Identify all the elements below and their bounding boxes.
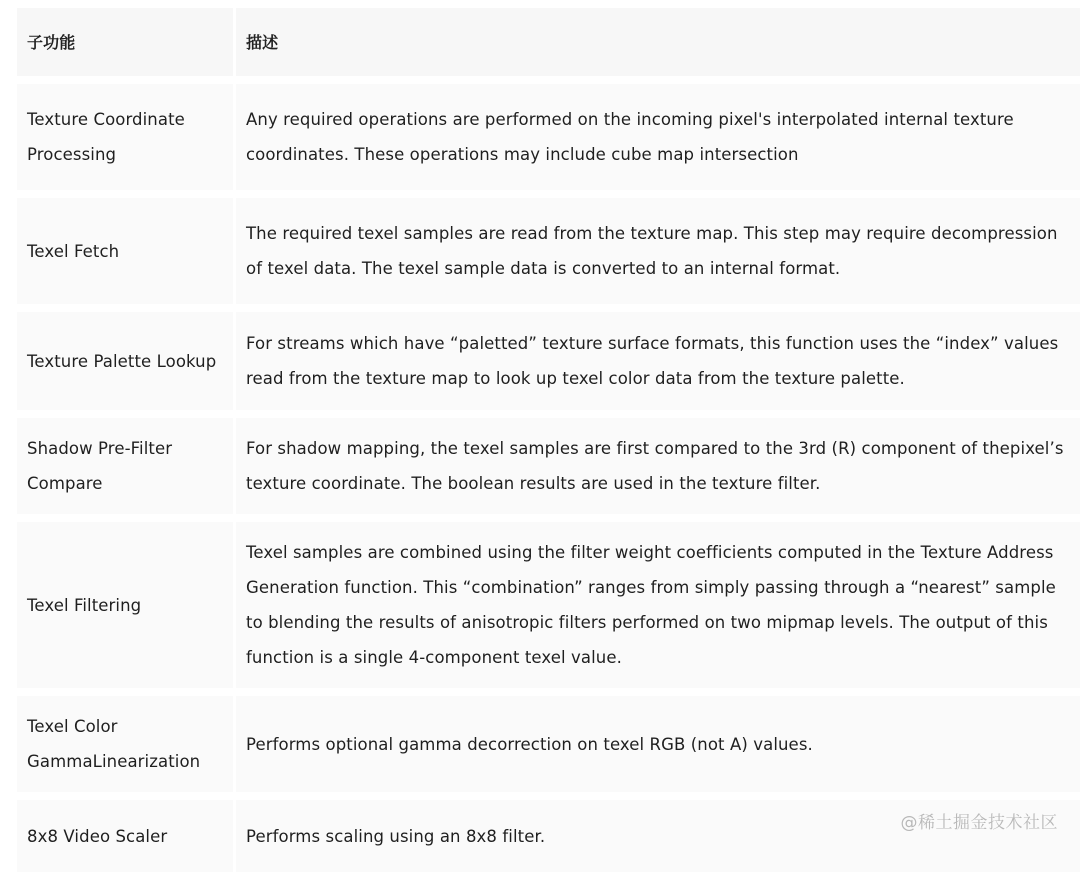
row-description: The required texel samples are read from the texture map. This step may require decompression of texel data. The texel sample data is converted to an internal format.	[236, 198, 1080, 304]
row-name: 8x8 Video Scaler	[17, 800, 233, 872]
function-table	[14, 8, 1080, 872]
table-header-row	[17, 8, 1080, 76]
row-name: Texel Color GammaLinearization	[17, 696, 233, 792]
row-description: Any required operations are performed on the incoming pixel's interpolated internal texture coordinates. These operations may include cube map intersection	[236, 84, 1080, 190]
table-row	[17, 418, 1080, 514]
table-row	[17, 522, 1080, 688]
row-description: For shadow mapping, the texel samples are first compared to the 3rd (R) component of thepixel’s texture coordinate. The boolean results are used in the texture filter.	[236, 418, 1080, 514]
row-description: Performs scaling using an 8x8 filter.	[236, 800, 1080, 872]
watermark: @稀土掘金技术社区	[900, 813, 1058, 833]
row-name: Texture Coordinate Processing	[17, 84, 233, 190]
row-description: Performs optional gamma decorrection on texel RGB (not A) values.	[236, 696, 1080, 792]
table-row	[17, 312, 1080, 410]
function-table-container	[17, 8, 1080, 872]
row-name: Texel Filtering	[17, 522, 233, 688]
table-row	[17, 696, 1080, 792]
row-description: For streams which have “paletted” texture surface formats, this function uses the “index” values read from the texture map to look up texel color data from the texture palette.	[236, 312, 1080, 410]
row-name: Shadow Pre-Filter Compare	[17, 418, 233, 514]
header-subfunction: 子功能	[17, 8, 233, 76]
table-row	[17, 84, 1080, 190]
header-description: 描述	[236, 8, 1080, 76]
table-row	[17, 198, 1080, 304]
row-name: Texel Fetch	[17, 198, 233, 304]
row-description: Texel samples are combined using the filter weight coefficients computed in the Texture Address Generation function. This “combination” ranges from simply passing through a “nearest” sample to blending the results of anisotropic filters performed on two mipmap levels. The output of this function is a single 4-component texel value.	[236, 522, 1080, 688]
row-name: Texture Palette Lookup	[17, 312, 233, 410]
